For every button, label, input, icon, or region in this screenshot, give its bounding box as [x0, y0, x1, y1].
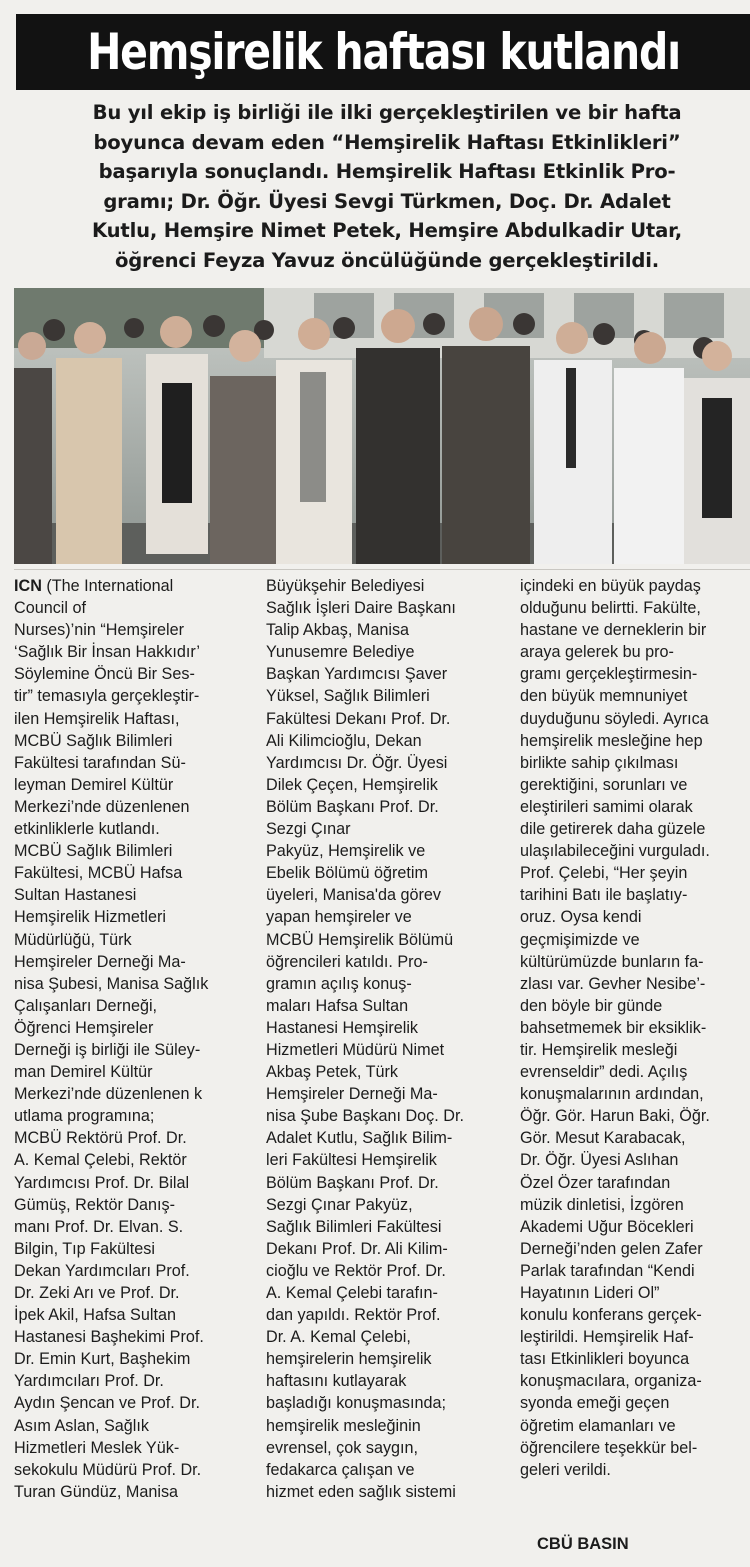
headline-bar: [16, 14, 750, 90]
article-column-3: içindeki en büyük paydaş olduğunu belirtti. Fakülte, hastane ve derneklerin bir araya gelerek bu pro- gramı gerçekleştirmesin- den büyük memnuniyet duyduğunu söyledi. Ayrıca hemşirelik mesleğine hep birlikte sahip çıkılması gerektiğini, sorunları ve eleştirileri samimi olarak dile getirerek daha güzele ulaşılabileceğini vurguladı. Prof. Çelebi, “Her şeyin tarihini Batı ile başlatıy- oruz. Oysa kendi geçmişimizde ve kültürümüzde bunların fa- zlası var. Gevher Nesibe’- den böyle bir günde bahsetmemek bir eksiklik- tir. Hemşirelik mesleği evrenseldir” dedi. Açılış konuşmalarının ardından, Öğr. Gör. Harun Baki, Öğr. Gör. Mesut Karabacak, Dr. Öğr. Üyesi Aslıhan Özel Özer tarafından müzik dinletisi, İzgören Akademi Uğur Böcekleri Derneği’nden gelen Zafer Parlak tarafından “Kendi Hayatının Lideri Ol” konulu konferans gerçek- leştirildi. Hemşirelik Haf- tası Etkinlikleri boyunca konuşmacılara, organiza- syonda emeği geçen öğretim elamanları ve öğrencilere teşekkür bel- geleri verildi.: [520, 577, 710, 1479]
group-photo: [14, 288, 750, 564]
column-1-text: (The International Council of Nurses)’nin “Hemşireler ‘Sağlık Bir İnsan Hakkıdır’ Söylemine Öncü Bir Ses- tir” temasıyla gerçekleştir- ilen Hemşirelik Haftası, MCBÜ Sağlık Bilimleri Fakültesi tarafından Sü- leyman Demirel Kültür Merkezi’nde düzenlenen etkinliklerle kutlandı. MCBÜ Sağlık Bilimleri Fakültesi, MCBÜ Hafsa Sultan Hastanesi Hemşirelik Hizmetleri Müdürlüğü, Türk Hemşireler Derneği Ma- nisa Şubesi, Manisa Sağlık Çalışanları Derneği, Öğrenci Hemşireler Derneği iş birliği ile Süley- man Demirel Kültür Merkezi’nde düzenlenen k utlama programına; MCBÜ Rektörü Prof. Dr. A. Kemal Çelebi, Rektör Yardımcısı Prof. Dr. Bilal Gümüş, Rektör Danış- manı Prof. Dr. Elvan. S. Bilgin, Tıp Fakültesi Dekan Yardımcıları Prof. Dr. Zeki Arı ve Prof. Dr. İpek Akil, Hafsa Sultan Hastanesi Başhekimi Prof. Dr. Emin Kurt, Başhekim Yardımcıları Prof. Dr. Aydın Şencan ve Prof. Dr. Asım Aslan, Sağlık Hizmetleri Meslek Yük- sekokulu Müdürü Prof. Dr. Turan Gündüz, Manisa: [14, 577, 209, 1501]
byline-lead: ICN: [14, 577, 42, 595]
lead-line: başarıyla sonuçlandı. Hemşirelik Haftası Etkinlik Pro-: [98, 160, 676, 183]
headline: Hemşirelik haftası kutlandı: [86, 23, 680, 81]
lead-paragraph: [42, 98, 732, 275]
lead-line: boyunca devam eden “Hemşirelik Haftası Etkinlikleri”: [93, 130, 681, 154]
article-column-1: [14, 575, 254, 1503]
lead-line: Bu yıl ekip iş birliği ile ilki gerçekleştirilen ve bir hafta: [92, 101, 682, 124]
lead-line: gramı; Dr. Öğr. Üyesi Sevgi Türkmen, Doç. Dr. Adalet: [103, 189, 671, 213]
lead-line: Kutlu, Hemşire Nimet Petek, Hemşire Abdulkadir Utar,: [92, 219, 682, 242]
group-photo-illustration: [14, 288, 750, 564]
lead-line: öğrenci Feyza Yavuz öncülüğünde gerçekleştirildi.: [114, 248, 660, 272]
signature: CBÜ BASIN: [537, 1535, 629, 1553]
divider: [14, 569, 750, 570]
article-column-2: Büyükşehir Belediyesi Sağlık İşleri Daire Başkanı Talip Akbaş, Manisa Yunusemre Belediye Başkan Yardımcısı Şaver Yüksel, Sağlık Bilimleri Fakültesi Dekanı Prof. Dr. Ali Kilimcioğlu, Dekan Yardımcısı Dr. Öğr. Üyesi Dilek Çeçen, Hemşirelik Bölüm Başkanı Prof. Dr. Sezgi Çınar Pakyüz, Hemşirelik ve Ebelik Bölümü öğretim üyeleri, Manisa'da görev yapan hemşireler ve MCBÜ Hemşirelik Bölümü öğrencileri katıldı. Pro- gramın açılış konuş- maları Hafsa Sultan Hastanesi Hemşirelik Hizmetleri Müdürü Nimet Akbaş Petek, Türk Hemşireler Derneği Ma- nisa Şube Başkanı Doç. Dr. Adalet Kutlu, Sağlık Bilim- leri Fakültesi Hemşirelik Bölüm Başkanı Prof. Dr. Sezgi Çınar Pakyüz, Sağlık Bilimleri Fakültesi Dekanı Prof. Dr. Ali Kilim- cioğlu ve Rektör Prof. Dr. A. Kemal Çelebi tarafın- dan yapıldı. Rektör Prof. Dr. A. Kemal Çelebi, hemşirelerin hemşirelik haftasını kutlayarak başladığı konuşmasında; hemşirelik mesleğinin evrensel, çok saygın, fedakarca çalışan ve hizmet eden sağlık sistemi: [266, 577, 464, 1501]
